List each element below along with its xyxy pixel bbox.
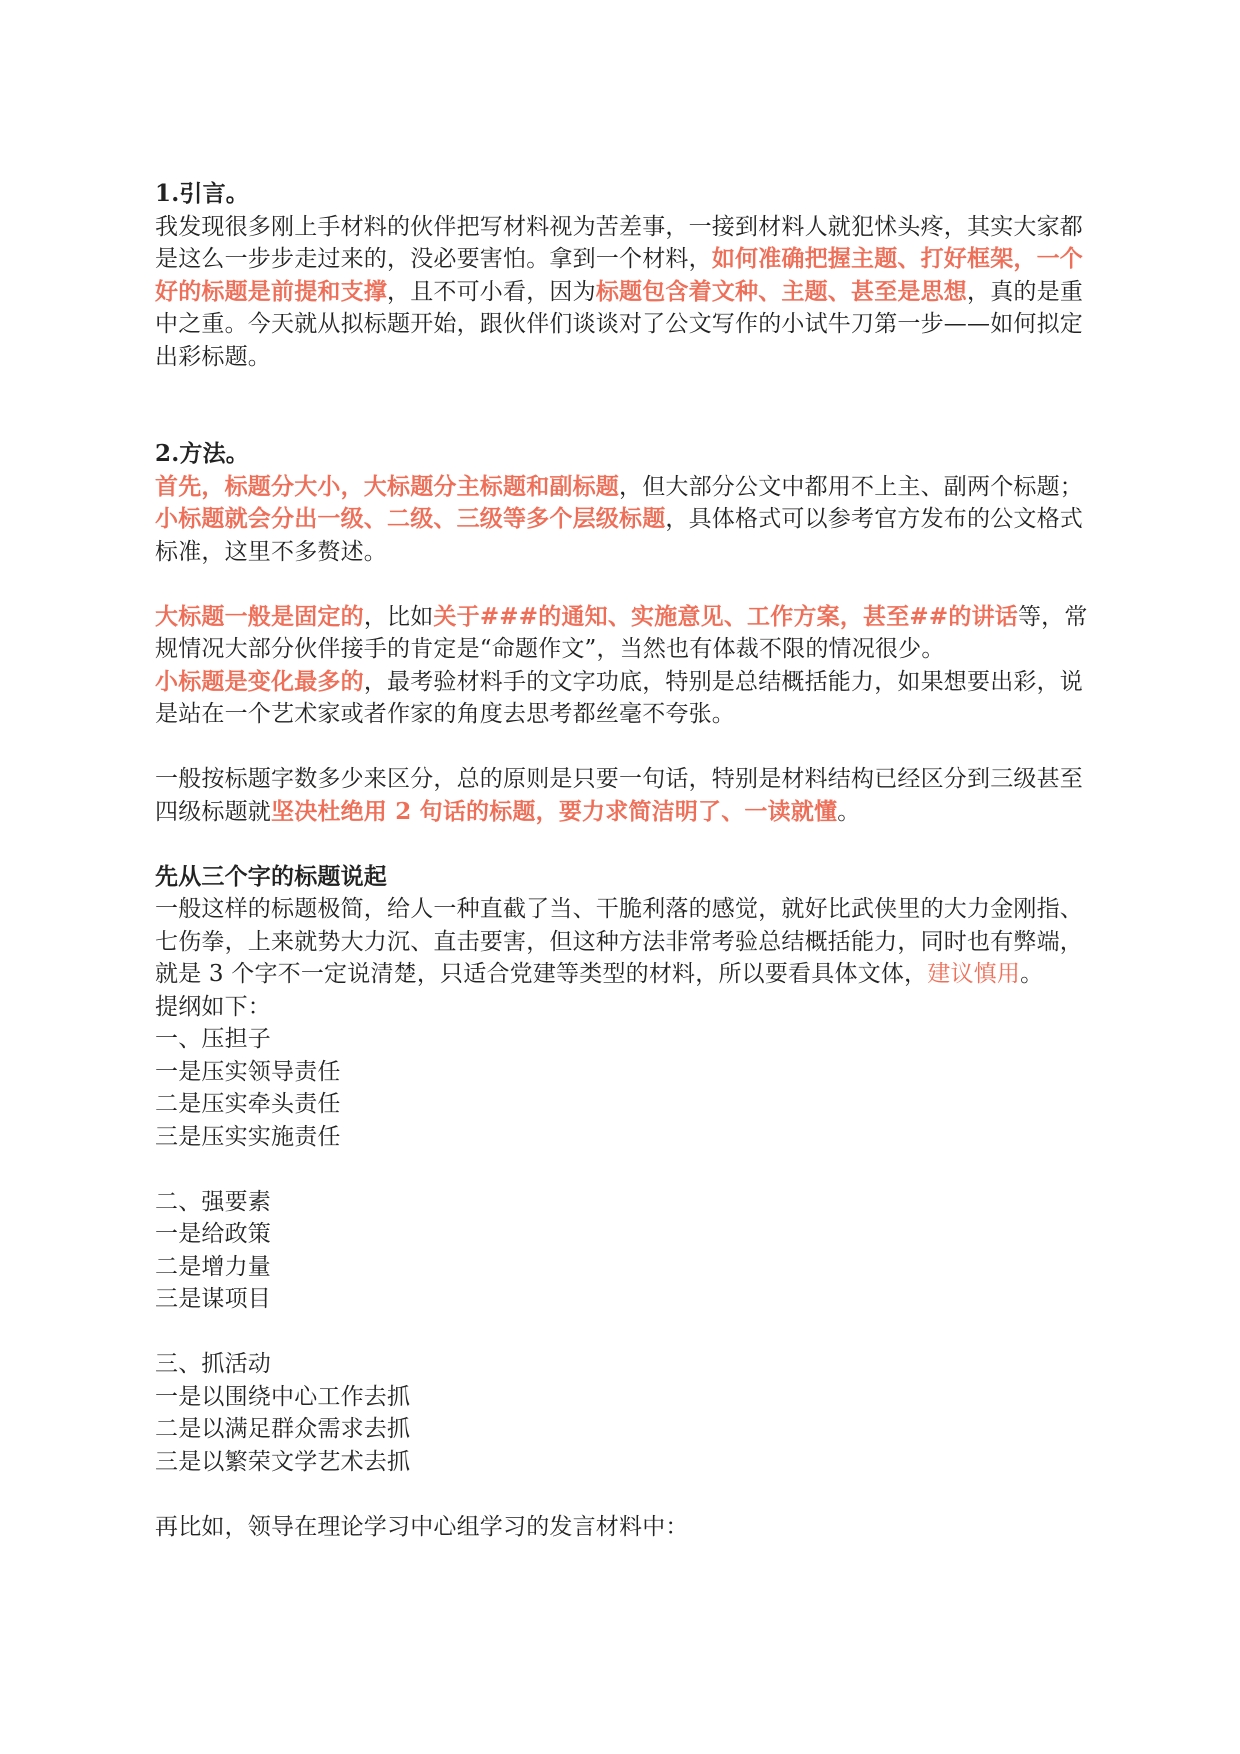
intro-paragraph (155, 211, 1095, 374)
outline-item: 三是谋项目 (155, 1286, 271, 1312)
three-char-highlight: 建议慎用 (927, 961, 1021, 987)
method-paragraph-3 (155, 666, 1095, 731)
section-heading-intro: 1.引言。 (155, 180, 250, 207)
intro-text-1: 我发现很多刚上手材料的伙伴把写材料视为苦差事，一接到材料人就犯怵头疼，其实大家都是这么一步步走过来的，没必要害怕。拿到一个材料， (155, 213, 1083, 272)
method-p2-text-2: 等，常规情况大部分伙伴接手的肯定是“命题作文”，当然也有体裁不限的情况很少。 (155, 603, 1088, 662)
method-p4-highlight-1: 坚决杜绝用 2 句话的标题，要力求简洁明了、一读就懂 (271, 797, 838, 825)
outline-item: 三是以繁荣文学艺术去抓 (155, 1448, 411, 1475)
intro-highlight-1: 如何准确把握主题、打好框架，一个好的标题是前提和支撑 (155, 245, 1084, 305)
outline-group-title: 一、压担子 (155, 1026, 271, 1052)
three-char-text-2: 。 (1020, 961, 1044, 987)
outline-item: 一是给政策 (155, 1221, 271, 1247)
method-paragraph-1 (155, 471, 1095, 569)
outline-group-title: 三、抓活动 (155, 1351, 271, 1377)
intro-text-2: ，且不可小看，因为 (387, 278, 596, 305)
three-char-text-1: 一般这样的标题极简，给人一种直截了当、干脆利落的感觉，就好比武侠里的大力金刚指、七伤拳，上来就势大力沉、直击要害，但这种方法非常考验总结概括能力，同时也有弊端，就是 3 个字不一定说清楚，只适合党建等类型的材料，所以要看具体文体， (155, 896, 1083, 987)
outline-item: 二是增力量 (155, 1253, 271, 1280)
method-p3-text-1: ，最考验材料手的文字功底，特别是总结概括能力，如果想要出彩，说是站在一个艺术家或者作家的角度去思考都丝毫不夸张。 (155, 668, 1084, 727)
method-p1-highlight-1: 首先，标题分大小，大标题分主标题和副标题 (155, 472, 619, 500)
method-p2-highlight-1: 大标题一般是固定的 (155, 602, 364, 630)
method-paragraph-4 (155, 763, 1095, 828)
outline-group-title: 二、强要素 (155, 1188, 271, 1215)
method-paragraph-2 (155, 601, 1095, 666)
method-p2-text-1: ，比如 (363, 603, 434, 630)
outline-item: 一是以围绕中心工作去抓 (155, 1383, 411, 1410)
intro-highlight-2: 标题包含着文种、主题、甚至是思想 (595, 277, 968, 305)
method-p4-text-1: 一般按标题字数多少来区分，总的原则是只要一句话，特别是材料结构已经区分到三级甚至四级标题就 (155, 766, 1083, 825)
document-body (155, 178, 1095, 1543)
subsection-heading-three-char: 先从三个字的标题说起 (155, 862, 387, 890)
closing-line: 再比如，领导在理论学习中心组学习的发言材料中： (155, 1513, 689, 1540)
outline-item: 二是压实牵头责任 (155, 1091, 341, 1117)
method-p1-text-1: ，但大部分公文中都用不上主、副两个标题； (619, 473, 1083, 500)
outline-item: 一是压实领导责任 (155, 1058, 341, 1085)
outline-item: 二是以满足群众需求去抓 (155, 1416, 411, 1442)
method-p1-highlight-2: 小标题就会分出一级、二级、三级等多个层级标题 (155, 505, 666, 532)
method-p3-highlight-1: 小标题是变化最多的 (155, 667, 364, 695)
section-heading-method: 2.方法。 (155, 440, 250, 467)
method-p2-highlight-2: 关于###的通知、实施意见、工作方案，甚至##的讲话 (433, 602, 1018, 630)
intro-text-3: ，真的是重中之重。今天就从拟标题开始，跟伙伴们谈谈对了公文写作的小试牛刀第一步——如何拟定出彩标题。 (155, 278, 1084, 370)
method-p4-text-2: 。 (837, 798, 861, 825)
method-p1-text-2: ，具体格式可以参考官方发布的公文格式标准，这里不多赘述。 (155, 506, 1084, 565)
outline-item: 三是压实实施责任 (155, 1123, 341, 1150)
three-char-paragraph (155, 893, 1095, 991)
outline-label: 提纲如下： (155, 993, 271, 1020)
